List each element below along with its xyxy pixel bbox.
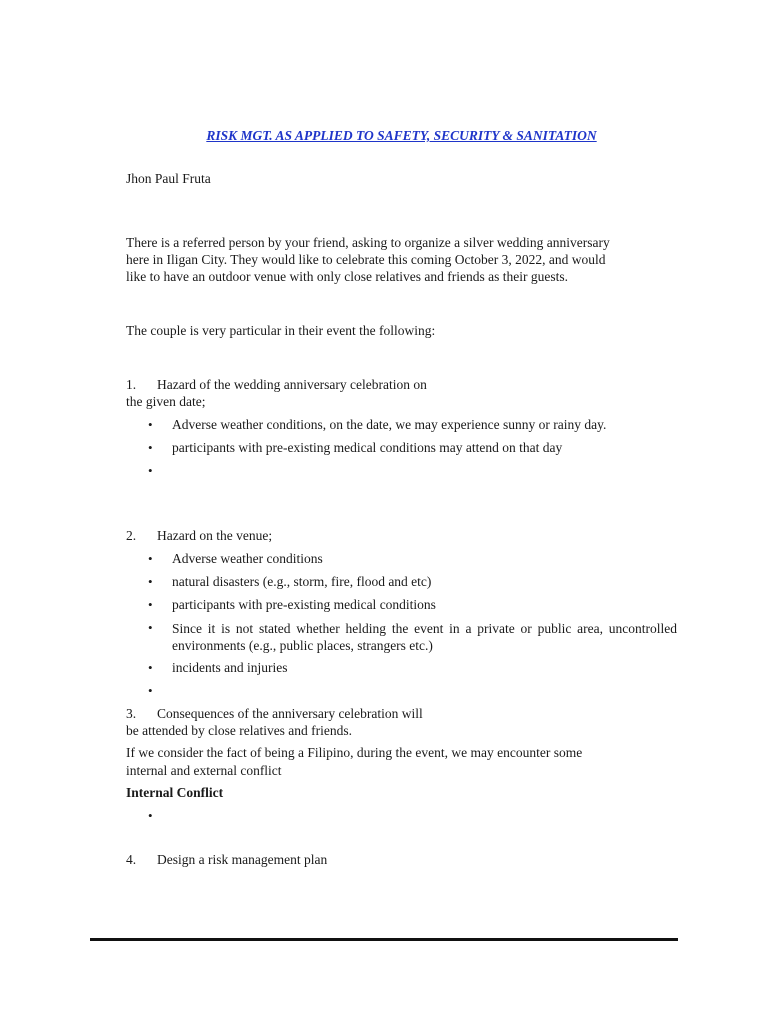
bullet-text: incidents and injuries — [172, 660, 288, 675]
bullet-text: participants with pre-existing medical conditions may attend on that day — [172, 440, 563, 455]
paragraph-line: If we consider the fact of being a Filipino, during the event, we may encounter some — [126, 745, 583, 760]
item-continuation: be attended by close relatives and friends. — [126, 723, 353, 738]
bullet-text: Adverse weather conditions, on the date, we may experience sunny or rainy day. — [172, 417, 607, 432]
bullet-glyph: • — [148, 417, 153, 432]
item-text: Consequences of the anniversary celebration will — [157, 706, 423, 721]
paragraph-line: internal and external conflict — [126, 763, 282, 778]
item-number: 2. — [126, 528, 137, 543]
item-continuation: the given date; — [126, 394, 206, 409]
intro-line: here in Iligan City. They would like to celebrate this coming October 3, 2022, and would — [126, 252, 606, 267]
bullet-glyph: • — [148, 551, 153, 566]
item-number: 4. — [126, 852, 137, 867]
bullet-glyph: • — [148, 463, 153, 478]
intro-line: like to have an outdoor venue with only close relatives and friends as their guests. — [126, 269, 569, 284]
intro-line: There is a referred person by your friend, asking to organize a silver wedding anniversary — [126, 235, 610, 250]
couple-paragraph: The couple is very particular in their event the following: — [126, 323, 436, 338]
bullet-text-justified: Since it is not stated whether helding the event in a private or public area, uncontrolled environments (e.g., public places, strangers etc.) — [172, 621, 677, 653]
bullet-glyph: • — [148, 440, 153, 455]
bullet-glyph: • — [148, 683, 153, 698]
bullet-glyph: • — [148, 808, 153, 823]
item-text: Hazard of the wedding anniversary celebration on — [157, 377, 427, 392]
document-title: RISK MGT. AS APPLIED TO SAFETY, SECURITY & SANITATION — [206, 128, 597, 143]
item-number: 3. — [126, 706, 137, 721]
subheading-internal-conflict: Internal Conflict — [126, 785, 224, 800]
author-name: Jhon Paul Fruta — [126, 171, 211, 186]
item-text: Design a risk management plan — [157, 852, 328, 867]
bullet-text: natural disasters (e.g., storm, fire, flood and etc) — [172, 574, 432, 589]
bullet-glyph: • — [148, 574, 153, 589]
bullet-text: Adverse weather conditions — [172, 551, 323, 566]
bullet-glyph: • — [148, 597, 153, 612]
item-number: 1. — [126, 377, 137, 392]
bullet-text: participants with pre-existing medical conditions — [172, 597, 436, 612]
horizontal-rule — [90, 938, 678, 941]
bullet-glyph: • — [148, 620, 153, 635]
item-text: Hazard on the venue; — [157, 528, 273, 543]
bullet-glyph: • — [148, 660, 153, 675]
